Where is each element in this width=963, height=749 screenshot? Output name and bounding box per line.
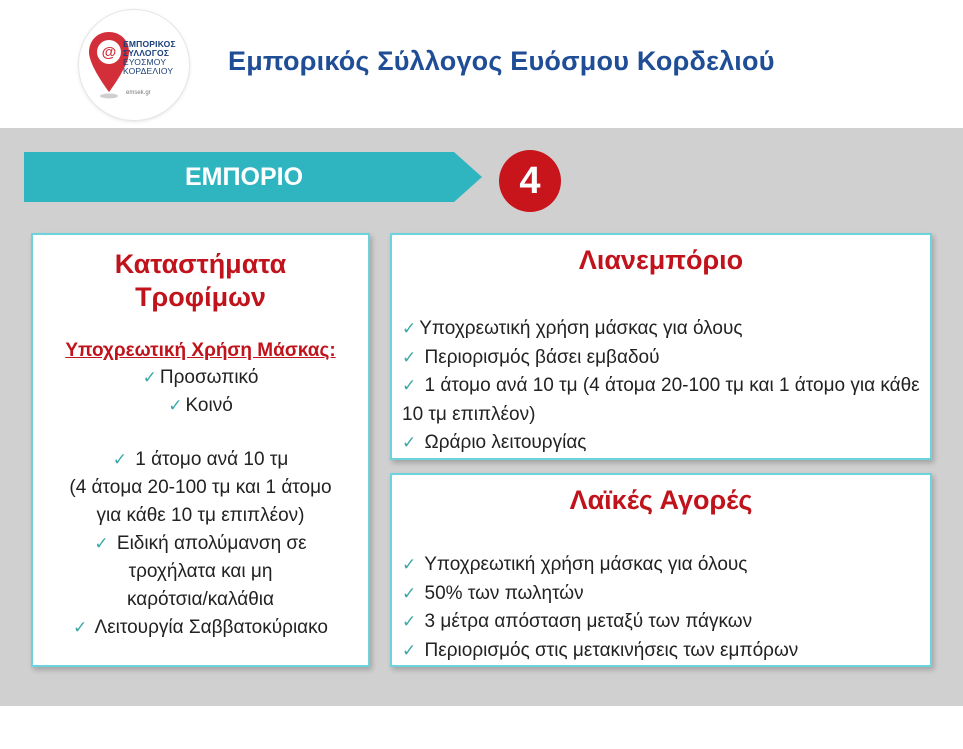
- logo-line-4: ΚΟΡΔΕΛΙΟΥ: [123, 66, 174, 76]
- check-icon: ✓: [94, 534, 109, 553]
- list-item-text: 1 άτομο ανά 10 τμ (4 άτομα 20-100 τμ και 1 άτομο για κάθε 10 τμ επιπλέον): [402, 375, 920, 425]
- list-item: [402, 580, 922, 609]
- check-icon: ✓: [402, 433, 417, 452]
- card-markets-title: Λαϊκές Αγορές: [569, 485, 753, 515]
- list-item: [33, 530, 368, 558]
- disinfection-rule: Ειδική απολύμανση σε: [116, 533, 307, 554]
- list-item: [33, 614, 368, 642]
- at-symbol: @: [101, 44, 117, 61]
- list-item: [402, 372, 922, 429]
- association-logo[interactable]: [79, 10, 189, 120]
- list-item-text: Υποχρεωτική χρήση μάσκας για όλους: [419, 318, 743, 339]
- check-icon: ✓: [168, 396, 183, 415]
- logo-text: [123, 40, 176, 76]
- mask-item-public: Κοινό: [185, 395, 233, 416]
- list-item: [402, 429, 922, 458]
- list-item-text: Ωράριο λειτουργίας: [424, 432, 587, 453]
- card-food-stores: [31, 233, 370, 667]
- card-food-title-line-2: Τροφίμων: [135, 282, 266, 312]
- food-list: [33, 364, 368, 642]
- card-food-title-line-1: Καταστήματα: [114, 249, 287, 279]
- list-item-text: 50% των πωλητών: [424, 582, 584, 604]
- check-icon: ✓: [402, 583, 417, 603]
- spacer: [33, 420, 368, 446]
- retail-list: [392, 315, 930, 458]
- logo-line-3: ΕΥΟΣΜΟΥ: [123, 57, 167, 67]
- check-icon: ✓: [402, 612, 417, 631]
- capacity-rule-line-2: (4 άτομα 20-100 τμ και 1 άτομο: [69, 477, 332, 498]
- weekend-rule: Λειτουργία Σαββατοκύριακο: [94, 617, 328, 638]
- section-banner-label: ΕΜΠΟΡΙΟ: [184, 163, 304, 191]
- list-item: [402, 637, 922, 666]
- list-item: [33, 392, 368, 420]
- list-item-text: Περιορισμός στις μετακινήσεις των εμπόρων: [424, 639, 799, 661]
- check-icon: ✓: [112, 450, 127, 469]
- logo-url: emsek.gr: [126, 90, 151, 96]
- check-icon: ✓: [402, 555, 417, 574]
- list-item-text: Περιορισμός βάσει εμβαδού: [424, 346, 660, 368]
- card-retail-title: Λιανεμπόριο: [578, 245, 744, 275]
- section-number-badge: 4: [499, 150, 561, 212]
- card-food-title: [33, 248, 368, 314]
- list-item: [402, 551, 922, 580]
- card-retail: [390, 233, 932, 460]
- markets-list: [392, 551, 930, 665]
- mask-item-staff: Προσωπικό: [159, 367, 259, 388]
- check-icon: ✓: [142, 368, 157, 387]
- logo-line-2: ΣΥΛΛΟΓΟΣ: [123, 48, 170, 58]
- list-item: [33, 446, 368, 474]
- capacity-rule-line-3: για κάθε 10 τμ επιπλέον): [96, 505, 305, 526]
- card-street-markets: [390, 473, 932, 667]
- check-icon: ✓: [402, 347, 417, 367]
- check-icon: ✓: [73, 618, 88, 637]
- list-item: [402, 608, 922, 637]
- capacity-rule: 1 άτομο ανά 10 τμ: [135, 449, 289, 470]
- list-item-text: Υποχρεωτική χρήση μάσκας για όλους: [424, 554, 748, 575]
- list-item: [402, 315, 922, 344]
- check-icon: ✓: [402, 376, 417, 395]
- list-item-text: 3 μέτρα απόσταση μεταξύ των πάγκων: [424, 611, 753, 632]
- check-icon: ✓: [402, 640, 417, 660]
- disinfection-rule-line-2: τροχήλατα και μη: [128, 561, 273, 582]
- check-icon: ✓: [402, 319, 417, 338]
- logo-line-1: ΕΜΠΟΡΙΚΟΣ: [123, 39, 176, 49]
- disinfection-rule-line-3: καρότσια/καλάθια: [126, 589, 275, 610]
- header: [0, 0, 963, 128]
- page-title: Εμπορικός Σύλλογος Ευόσμου Κορδελιού: [228, 46, 775, 76]
- list-item: [402, 344, 922, 373]
- list-item: [33, 364, 368, 392]
- mask-heading: Υποχρεωτική Χρήση Μάσκας:: [65, 340, 336, 361]
